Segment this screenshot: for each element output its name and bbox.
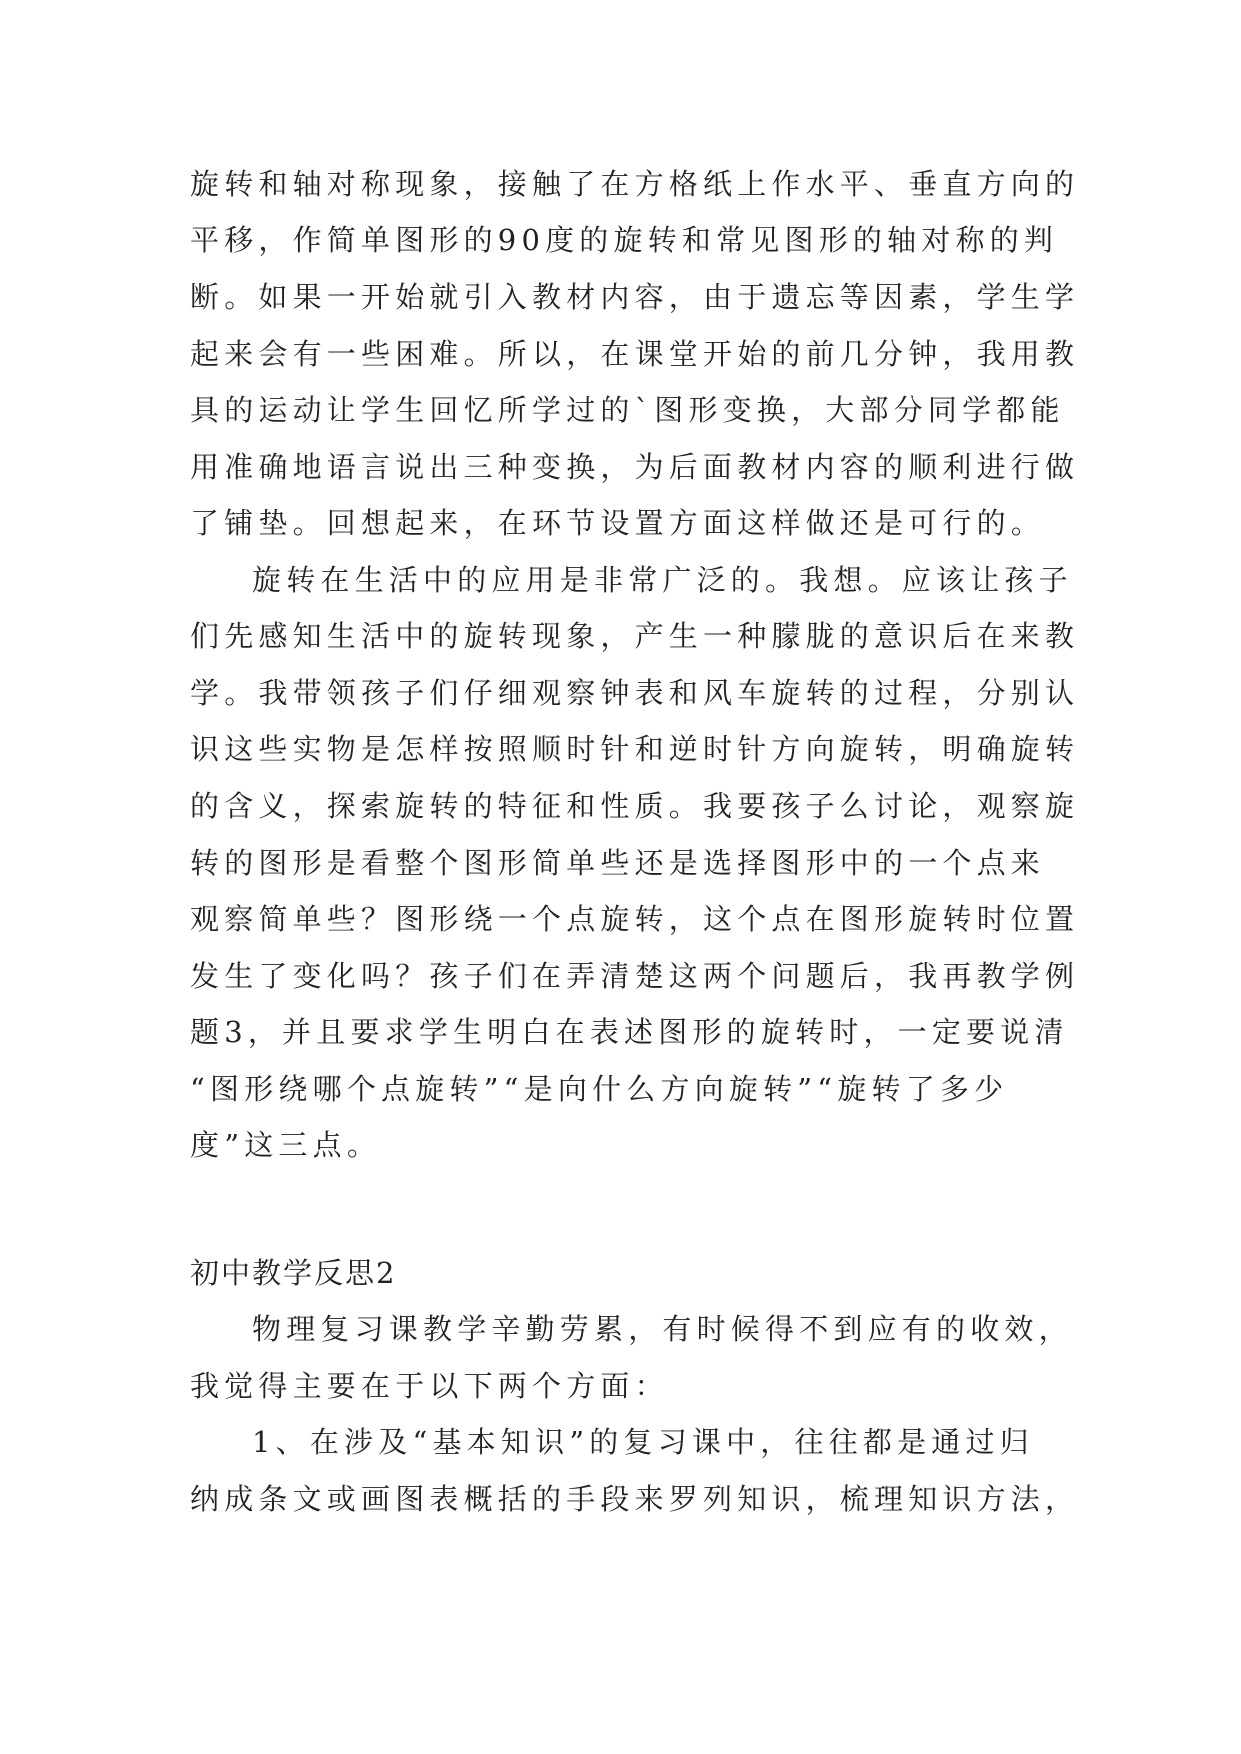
paragraph-line: 旋转在生活中的应用是非常广泛的。我想。应该让孩子	[252, 563, 1073, 597]
paragraph-line: 平移，作简单图形的90度的旋转和常见图形的轴对称的判	[190, 223, 1059, 257]
paragraph-line: 物理复习课教学辛勤劳累，有时候得不到应有的收效，	[252, 1312, 1073, 1346]
paragraph-line: 旋转和轴对称现象，接触了在方格纸上作水平、垂直方向的	[190, 167, 1080, 201]
paragraph-line: 起来会有一些困难。所以，在课堂开始的前几分钟，我用教	[190, 337, 1080, 371]
paragraph-line: 题3，并且要求学生明白在表述图形的旋转时，一定要说清	[190, 1015, 1069, 1049]
paragraph-line: 了铺垫。回想起来，在环节设置方面这样做还是可行的。	[190, 506, 1046, 540]
paragraph-line: 发生了变化吗？孩子们在弄清楚这两个问题后，我再教学例	[190, 959, 1080, 993]
paragraph-line: 1、在涉及“基本知识”的复习课中，往往都是通过归	[252, 1425, 1034, 1459]
paragraph-line: 断。如果一开始就引入教材内容，由于遗忘等因素，学生学	[190, 280, 1080, 314]
paragraph-line: 我觉得主要在于以下两个方面：	[190, 1369, 669, 1403]
paragraph-line: 学。我带领孩子们仔细观察钟表和风车旋转的过程，分别认	[190, 676, 1080, 710]
paragraph-line: 用准确地语言说出三种变换，为后面教材内容的顺利进行做	[190, 450, 1080, 484]
paragraph-line: 度”这三点。	[190, 1128, 382, 1162]
paragraph-line: 纳成条文或画图表概括的手段来罗列知识，梳理知识方法，	[190, 1482, 1080, 1516]
paragraph-line: 们先感知生活中的旋转现象，产生一种朦胧的意识后在来教	[190, 619, 1080, 653]
paragraph-line: 转的图形是看整个图形简单些还是选择图形中的一个点来	[190, 846, 1046, 880]
paragraph-line: 具的运动让学生回忆所学过的`图形变换，大部分同学都能	[190, 393, 1065, 427]
paragraph-line: “图形绕哪个点旋转”“是向什么方向旋转”“旋转了多少	[190, 1072, 1009, 1106]
section-heading: 初中教学反思2	[190, 1256, 397, 1290]
paragraph-line: 观察简单些？图形绕一个点旋转，这个点在图形旋转时位置	[190, 902, 1080, 936]
paragraph-line: 的含义，探索旋转的特征和性质。我要孩子么讨论，观察旋	[190, 789, 1080, 823]
paragraph-line: 识这些实物是怎样按照顺时针和逆时针方向旋转，明确旋转	[190, 732, 1080, 766]
